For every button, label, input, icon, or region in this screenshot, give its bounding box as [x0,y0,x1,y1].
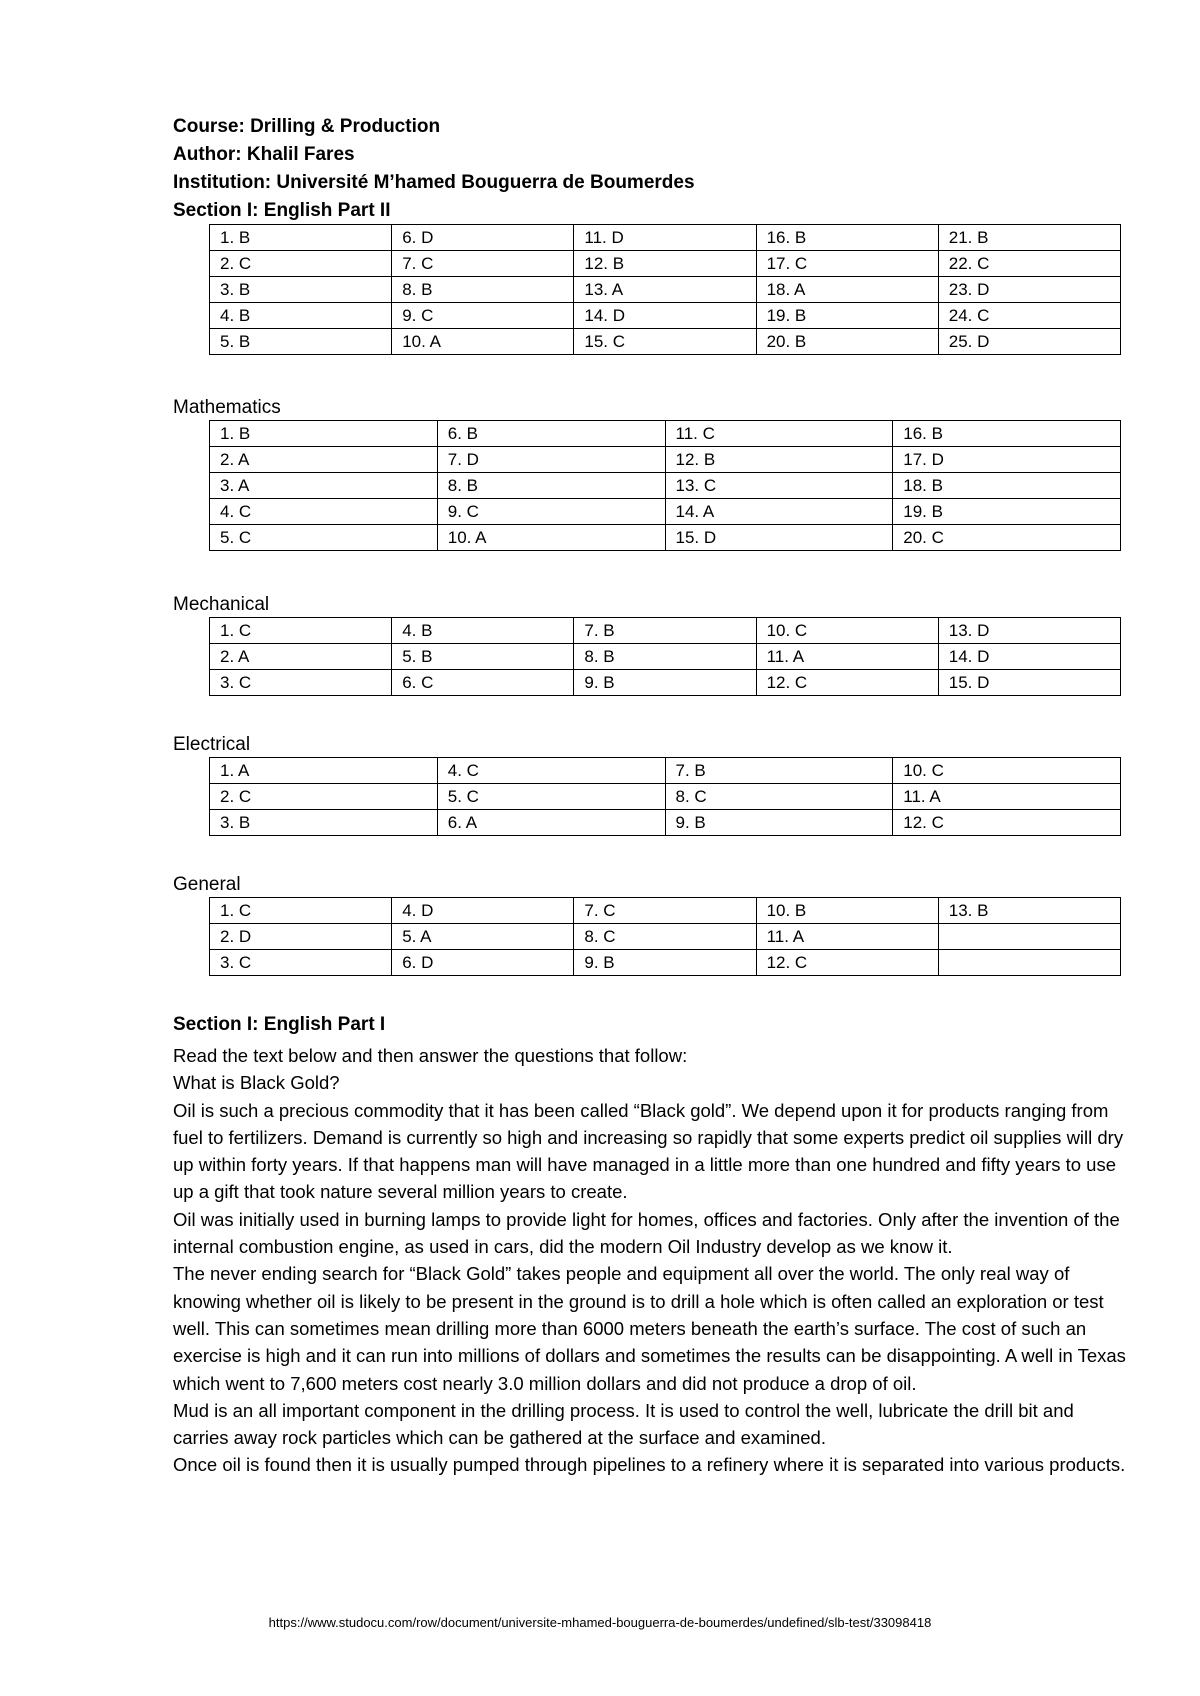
answer-cell: 11. A [756,644,938,670]
answer-cell: 11. A [756,924,938,950]
answer-cell: 7. C [392,251,574,277]
author-line: Author: Khalil Fares [173,144,355,165]
answer-cell: 17. D [893,447,1121,473]
answer-cell: 5. C [437,784,665,810]
answer-cell: 23. D [938,277,1120,303]
answer-cell: 12. C [893,810,1121,836]
institution-line: Institution: Université M’hamed Bouguerra de Boumerdes [173,172,695,193]
table-row [210,525,1121,551]
electrical-answer-table [209,757,1121,836]
passage-paragraph-4: Mud is an all important component in the drilling process. It is used to control the well, lubricate the drill bit and carries away rock particles which can be gathered at the surface and examined. [173,1399,1074,1449]
answer-cell: 24. C [938,303,1120,329]
answer-cell: 10. A [437,525,665,551]
mechanical-answer-table [209,617,1121,696]
answer-cell: 9. B [574,670,756,696]
table-row [210,251,1121,277]
course-line: Course: Drilling & Production [173,116,441,137]
section-english-part-2-title: Section I: English Part II [173,200,391,221]
answer-cell: 1. A [210,758,438,784]
table-row [210,898,1121,924]
answer-cell: 2. D [210,924,392,950]
answer-cell: 2. A [210,447,438,473]
answer-cell [938,924,1120,950]
document-header [173,113,695,225]
passage-paragraph-5: Once oil is found then it is usually pumped through pipelines to a refinery where it is separated into various products. [173,1454,1126,1476]
answer-cell: 6. A [437,810,665,836]
table-row [210,644,1121,670]
answer-cell: 9. B [574,950,756,976]
answer-cell: 6. B [437,421,665,447]
answer-cell: 7. D [437,447,665,473]
answer-cell: 6. C [392,670,574,696]
table-row [210,447,1121,473]
answer-cell: 25. D [938,329,1120,355]
mathematics-answer-table [209,420,1121,551]
table-row [210,810,1121,836]
answer-cell [938,950,1120,976]
section-english-part-1-title: Section I: English Part I [173,1014,386,1035]
answer-cell: 9. C [437,499,665,525]
answer-cell: 17. C [756,251,938,277]
answer-cell: 16. B [893,421,1121,447]
answer-cell: 4. C [437,758,665,784]
answer-cell: 16. B [756,225,938,251]
answer-cell: 14. A [665,499,893,525]
answer-cell: 5. A [392,924,574,950]
answer-cell: 5. B [210,329,392,355]
english-part-2-answer-table [209,224,1121,355]
table-row [210,329,1121,355]
answer-cell: 14. D [574,303,756,329]
answer-cell: 6. D [392,225,574,251]
table-row [210,277,1121,303]
reading-passage [173,1042,1133,1479]
answer-cell: 11. C [665,421,893,447]
general-answer-table [209,897,1121,976]
footer-url: https://www.studocu.com/row/document/universite-mhamed-bouguerra-de-boumerdes/undefined/slb-test/33098418 [268,1615,932,1630]
answer-cell: 10. C [893,758,1121,784]
passage-paragraph-3: The never ending search for “Black Gold” takes people and equipment all over the world. The only real way of knowing whether oil is likely to be present in the ground is to drill a hole which is often called an exploration or test well. This can sometimes mean drilling more than 6000 meters beneath the earth’s surface. The cost of such an exercise is high and it can run into millions of dollars and sometimes the results can be disappointing. A well in Texas which went to 7,600 meters cost nearly 3.0 million dollars and did not produce a drop of oil. [173,1263,1126,1394]
table-row [210,758,1121,784]
answer-cell: 22. C [938,251,1120,277]
answer-cell: 2. C [210,784,438,810]
answer-cell: 11. A [893,784,1121,810]
answer-cell: 1. B [210,225,392,251]
table-row [210,303,1121,329]
answer-cell: 3. C [210,670,392,696]
table-row [210,421,1121,447]
table-row [210,225,1121,251]
answer-cell: 3. C [210,950,392,976]
answer-cell: 1. C [210,898,392,924]
answer-cell: 5. C [210,525,438,551]
table-row [210,473,1121,499]
answer-cell: 20. B [756,329,938,355]
answer-cell: 11. D [574,225,756,251]
answer-cell: 1. C [210,618,392,644]
passage-paragraph-2: Oil was initially used in burning lamps to provide light for homes, offices and factories. Only after the invention of the internal combustion engine, as used in cars, did the modern Oil Industry develop as we know it. [173,1208,1120,1258]
answer-cell: 14. D [938,644,1120,670]
answer-cell: 7. B [574,618,756,644]
answer-cell: 3. B [210,277,392,303]
answer-cell: 21. B [938,225,1120,251]
table-row [210,924,1121,950]
table-row [210,499,1121,525]
passage-question: What is Black Gold? [173,1072,340,1094]
answer-cell: 19. B [893,499,1121,525]
electrical-heading: Electrical [173,734,251,755]
answer-cell: 13. C [665,473,893,499]
table-row [210,784,1121,810]
answer-cell: 3. B [210,810,438,836]
answer-cell: 10. C [756,618,938,644]
answer-cell: 12. B [665,447,893,473]
answer-cell: 6. D [392,950,574,976]
answer-cell: 13. A [574,277,756,303]
answer-cell: 13. D [938,618,1120,644]
answer-cell: 18. B [893,473,1121,499]
answer-cell: 2. A [210,644,392,670]
answer-cell: 4. D [392,898,574,924]
answer-cell: 15. D [938,670,1120,696]
answer-cell: 8. B [574,644,756,670]
answer-cell: 8. C [665,784,893,810]
answer-cell: 9. C [392,303,574,329]
table-row [210,950,1121,976]
answer-cell: 19. B [756,303,938,329]
answer-cell: 10. B [756,898,938,924]
answer-cell: 12. B [574,251,756,277]
answer-cell: 2. C [210,251,392,277]
answer-cell: 8. C [574,924,756,950]
answer-cell: 1. B [210,421,438,447]
answer-cell: 20. C [893,525,1121,551]
answer-cell: 7. B [665,758,893,784]
answer-cell: 4. B [392,618,574,644]
table-row [210,670,1121,696]
answer-cell: 13. B [938,898,1120,924]
general-heading: General [173,874,241,895]
answer-cell: 3. A [210,473,438,499]
answer-cell: 8. B [392,277,574,303]
answer-cell: 7. C [574,898,756,924]
answer-cell: 12. C [756,950,938,976]
answer-cell: 15. D [665,525,893,551]
answer-cell: 5. B [392,644,574,670]
answer-cell: 10. A [392,329,574,355]
table-row [210,618,1121,644]
answer-cell: 15. C [574,329,756,355]
answer-cell: 12. C [756,670,938,696]
mathematics-heading: Mathematics [173,397,281,418]
answer-cell: 18. A [756,277,938,303]
passage-paragraph-1: Oil is such a precious commodity that it has been called “Black gold”. We depend upon it for products ranging from fuel to fertilizers. Demand is currently so high and increasing so rapidly that some experts predict oil supplies will dry up within forty years. If that happens man will have managed in a little more than one hundred and fifty years to use up a gift that took nature several million years to create. [173,1099,1124,1203]
answer-cell: 8. B [437,473,665,499]
answer-cell: 9. B [665,810,893,836]
passage-instructions: Read the text below and then answer the questions that follow: [173,1045,688,1066]
answer-cell: 4. B [210,303,392,329]
mechanical-heading: Mechanical [173,594,270,615]
answer-cell: 4. C [210,499,438,525]
